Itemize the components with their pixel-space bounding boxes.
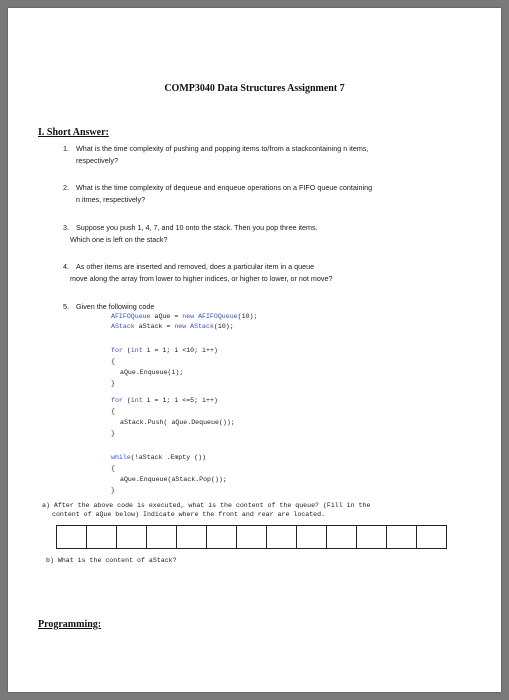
question-5-line-1: Given the following code [76, 302, 155, 311]
code-keyword: while [111, 454, 131, 461]
queue-cell[interactable] [327, 526, 357, 548]
queue-cell[interactable] [147, 526, 177, 548]
section-heading-programming: Programming: [38, 619, 102, 630]
document-page [8, 8, 501, 692]
code-line-enqueue: aQue.Enqueue(i); [120, 369, 184, 376]
queue-cell[interactable] [417, 526, 446, 548]
question-number-5: 5. [63, 302, 69, 311]
queue-cell[interactable] [357, 526, 387, 548]
queue-cell[interactable] [117, 526, 147, 548]
question-3-line-2: Which one is left on the stack? [70, 235, 168, 244]
code-line-for-loop-2 [111, 397, 218, 404]
code-text: ( [122, 397, 131, 404]
code-line-queue-declaration [111, 313, 257, 320]
code-text: (10); [237, 313, 258, 320]
question-number-2: 2. [63, 183, 69, 192]
queue-cell[interactable] [207, 526, 237, 548]
code-text: aQue = [150, 313, 183, 320]
question-4-line-2: move along the array from lower to higher indices, or higher to lower, or not move? [70, 274, 333, 283]
part-b-question: b) What is the content of aStack? [46, 557, 177, 564]
question-4-line-1: As other items are inserted and removed, does a particular item in a queue [76, 262, 315, 271]
code-keyword: new [182, 313, 195, 320]
queue-answer-table [56, 525, 447, 549]
question-2-line-2: n itmes, respectively? [76, 195, 146, 204]
queue-cell[interactable] [87, 526, 117, 548]
part-a-line-2: content of aQue below) Indicate where the front and rear are located. [52, 511, 326, 518]
document-title: COMP3040 Data Structures Assignment 7 [164, 83, 345, 94]
code-type: AStack [111, 323, 135, 330]
question-number-3: 3. [63, 223, 69, 232]
code-keyword: for [111, 347, 123, 354]
queue-cell[interactable] [57, 526, 87, 548]
code-line-while [111, 454, 206, 461]
question-1-line-2: respectively? [76, 156, 118, 165]
code-text: (!aStack .Empty ()) [130, 454, 206, 461]
code-type: AFIFOQueue [111, 313, 151, 320]
code-line-for-loop-1 [111, 347, 218, 354]
code-type: AFIFOQueue [194, 313, 238, 320]
part-a-line-1: a) After the above code is executed, what is the content of the queue? (Fill in the [42, 502, 371, 509]
code-keyword: for [111, 397, 123, 404]
code-keyword: int [130, 347, 143, 354]
queue-cell[interactable] [237, 526, 267, 548]
code-line-enqueue-pop: aQue.Enqueue(aStack.Pop()); [120, 476, 227, 483]
code-text: (10); [213, 323, 234, 330]
queue-cell[interactable] [267, 526, 297, 548]
code-keyword: int [130, 397, 143, 404]
code-brace-open: { [111, 465, 115, 472]
question-number-1: 1. [63, 144, 69, 153]
section-heading-short-answer: I. Short Answer: [38, 127, 109, 138]
code-text: i = 1; i <=5; i++) [142, 397, 218, 404]
code-text: i = 1; i <10; i++) [142, 347, 218, 354]
code-brace-close: } [111, 487, 115, 494]
code-brace-open: { [111, 358, 115, 365]
code-text: aStack = [134, 323, 175, 330]
code-brace-close: } [111, 380, 115, 387]
question-1-line-1: What is the time complexity of pushing and popping items to/from a stackcontaining n items, [76, 144, 369, 153]
code-text: ( [122, 347, 131, 354]
question-2-line-1: What is the time complexity of dequeue and enqueue operations on a FIFO queue containing [76, 183, 373, 192]
queue-cell[interactable] [297, 526, 327, 548]
code-line-push: aStack.Push( aQue.Dequeue()); [120, 419, 235, 426]
code-keyword: new [174, 323, 187, 330]
queue-cell[interactable] [177, 526, 207, 548]
code-brace-close: } [111, 430, 115, 437]
code-brace-open: { [111, 408, 115, 415]
question-3-line-1: Suppose you push 1, 4, 7, and 10 onto the stack. Then you pop three items. [76, 223, 318, 232]
queue-cell[interactable] [387, 526, 417, 548]
code-type: AStack [186, 323, 214, 330]
question-number-4: 4. [63, 262, 69, 271]
code-line-stack-declaration [111, 323, 234, 330]
